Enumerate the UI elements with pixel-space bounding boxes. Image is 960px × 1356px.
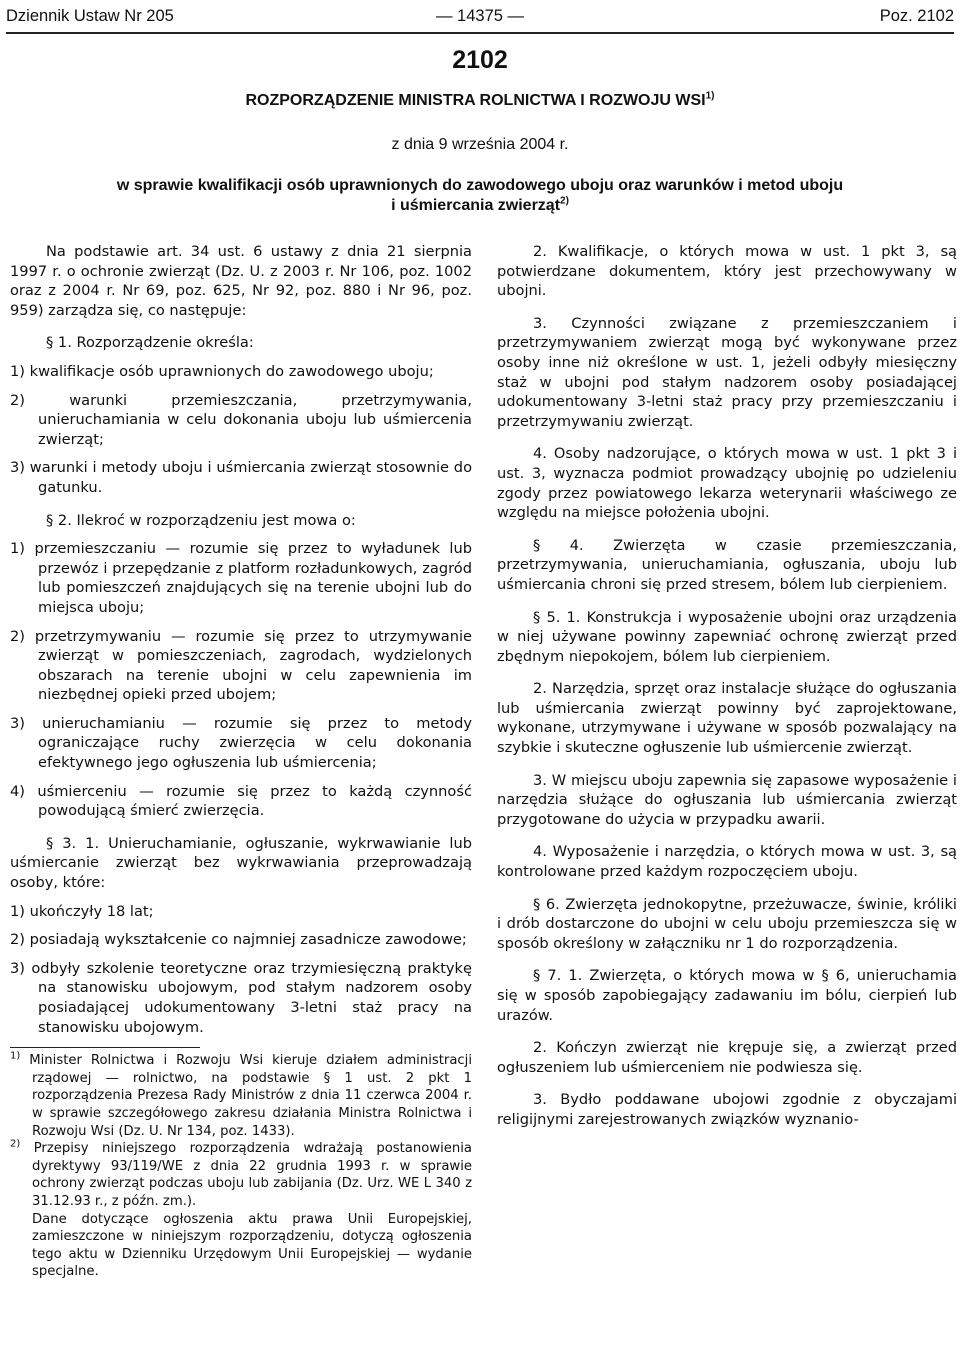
paragraph: 3. Czynności związane z przemieszczaniem i przetrzymywaniem zwierząt mogą być wykonywane przez osoby inne niż określone w ust. 1, jeżeli odbyły miesięczny staż w ubojni pod stałym nadzorem osoby posiadającej udokumentowany 3-letni staż pracy przy przemieszczaniu i przetrzymywaniu zwierząt. [497,314,957,430]
section-3: § 3. 1. Unieruchamianie, ogłuszanie, wykrwawianie lub uśmiercanie zwierząt bez wykrwawiania przeprowadzają osoby, które: [10,834,472,892]
paragraph: 2. Narzędzia, sprzęt oraz instalacje służące do ogłuszania lub uśmiercania zwierząt powinny być zaprojektowane, wykonane, utrzymywane i używane w sposób pozwalający na szybkie i skuteczne ogłuszenie lub uśmiercenie zwierząt. [497,680,957,757]
section-5: § 5. 1. Konstrukcja i wyposażenie ubojni oraz urządzenia w niej używane powinny zapewniać ochronę zwierząt przed zbędnym niepokojem, bólem lub cierpieniem. [497,608,957,665]
section-4: § 4. Zwierzęta w czasie przemieszczania, przetrzymywania, unieruchamiania, ogłuszania, uboju lub uśmiercania chroni się przed stresem, bólem lub cierpieniem. [497,536,957,593]
footnote-2-continuation: Dane dotyczące ogłoszenia aktu prawa Unii Europejskiej, zamieszczone w niniejszym rozporządzeniu, dotyczą ogłoszenia tego aktu w Dzienniku Urzędowym Unii Europejskiej — wydanie specjalne. [32,1211,472,1280]
preamble: Na podstawie art. 34 ust. 6 ustawy z dnia 21 sierpnia 1997 r. o ochronie zwierząt (Dz. U. z 2003 r. Nr 106, poz. 1002 oraz z 2004 r. Nr 69, poz. 625, Nr 92, poz. 880 i Nr 96, poz. 959) zarządza się, co następuje: [10,243,472,319]
footnote-1-text: Minister Rolnictwa i Rozwoju Wsi kieruje działem administracji rządowej — rolnictwo, na podstawie § 1 ust. 2 pkt 1 rozporządzenia Prezesa Rady Ministrów z dnia 11 czerwca 2004 r. w sprawie szczegółowego zakresu działania Ministra Rolnictwa i Rozwoju Wsi (Dz. U. Nr 134, poz. 1433). [29,1053,472,1139]
right-column [497,242,957,1139]
section-7: § 7. 1. Zwierzęta, o których mowa w § 6, unieruchamia się w sposób zapobiegający zadawaniu im bólu, cierpień lub urazów. [497,967,957,1024]
footnote-2-mark: 2) [10,1138,21,1150]
act-subject-line-1: w sprawie kwalifikacji osób uprawnionych do zawodowego uboju oraz warunków i metod uboju [116,177,844,194]
left-column [10,242,472,1281]
section-1-item: 1) kwalifikacje osób uprawnionych do zawodowego uboju; [10,362,434,380]
section-1-item: 2) warunki przemieszczania, przetrzymywania, unieruchamiania w celu dokonania uboju lub uśmiercenia zwierząt; [10,391,472,448]
footnote-ref-1: 1) [705,90,715,102]
paragraph: 3. W miejscu uboju zapewnia się zapasowe wyposażenie i narzędzia służące do ogłuszania lub uśmiercania zwierząt przygotowane do użycia w przypadku awarii. [497,771,957,828]
act-number: 2102 [452,46,508,74]
act-title [0,91,960,110]
act-subject-text: i uśmiercania zwierząt [391,197,561,214]
footnote-2-text: Przepisy niniejszego rozporządzenia wdrażają postanowienia dyrektywy 93/119/WE z dnia 22 grudnia 1993 r. w sprawie ochrony zwierząt podczas uboju lub zabijania (Dz. Urz. WE L 340 z 31.12.93 r., z późn. zm.). [32,1141,472,1209]
section-1-item: 3) warunki i metody uboju i uśmiercania zwierząt stosownie do gatunku. [10,459,472,496]
section-3-item: 3) odbyły szkolenie teoretyczne oraz trzymiesięczną praktykę na stanowisku ubojowym, pod stałym nadzorem osoby posiadającej udokumentowany 3-letni staż pracy na stanowisku ubojowym. [10,959,472,1036]
section-3-item: 1) ukończyły 18 lat; [10,902,154,920]
footnote-ref-2: 2) [560,195,569,207]
section-2: § 2. Ilekroć w rozporządzeniu jest mowa o: [46,511,356,529]
section-1: § 1. Rozporządzenie określa: [46,334,254,352]
section-3-item: 2) posiadają wykształcenie co najmniej zasadnicze zawodowe; [10,931,467,949]
paragraph: 2. Kwalifikacje, o których mowa w ust. 1 pkt 3, są potwierdzane dokumentem, który jest przechowywany w ubojni. [497,243,957,300]
paragraph: 2. Kończyn zwierząt nie krępuje się, a zwierząt przed ogłuszeniem lub uśmierceniem nie podwiesza się. [497,1039,957,1076]
act-date: z dnia 9 września 2004 r. [391,136,569,153]
page-number: — 14375 — [435,7,525,25]
position-number: Poz. 2102 [879,7,954,25]
footnote-divider [10,1047,200,1048]
section-2-item: 2) przetrzymywaniu — rozumie się przez to utrzymywanie zwierząt w pomieszczeniach, zagrodach, wydzielonych obszarach na terenie ubojni w celu zapewnienia im niezbędnej opieki przed ubojem; [10,627,472,704]
section-2-item: 4) uśmierceniu — rozumie się przez to każdą czynność powodującą śmierć zwierzęcia. [10,782,472,820]
footnote-2 [10,1140,472,1210]
section-6: § 6. Zwierzęta jednokopytne, przeżuwacze, świnie, króliki i drób dostarczone do ubojni w celu uboju przemieszcza się w sposób określony w załączniku nr 1 do rozporządzenia. [497,895,957,952]
section-2-item: 1) przemieszczaniu — rozumie się przez to wyładunek lub przewóz i przepędzanie z platform rozładunkowych, zagród lub pomieszczeń znajdujących się na terenie ubojni lub do miejsca uboju; [10,540,472,616]
footnote-1-mark: 1) [10,1050,21,1062]
paragraph: 4. Osoby nadzorujące, o których mowa w ust. 1 pkt 3 i ust. 3, wyznacza podmiot prowadzący ubojnię po udzieleniu zgody przez powiatowego lekarza weterynarii właściwego ze względu na miejsce położenia ubojni. [497,445,957,522]
running-header [6,0,954,34]
paragraph: 4. Wyposażenie i narzędzia, o których mowa w ust. 3, są kontrolowane przed każdym rozpoczęciem uboju. [497,843,957,881]
act-subject-line-2 [0,196,960,215]
journal-name: Dziennik Ustaw Nr 205 [6,7,174,25]
section-2-item: 3) unieruchamianiu — rozumie się przez to metody ograniczające ruchy zwierzęcia w celu dokonania efektywnego jego ogłuszenia lub uśmiercenia; [10,714,472,772]
act-title-text: ROZPORZĄDZENIE MINISTRA ROLNICTWA I ROZWOJU WSI [245,92,706,109]
footnote-1 [10,1052,472,1140]
paragraph: 3. Bydło poddawane ubojowi zgodnie z obyczajami religijnymi zarejestrowanych związków wyznanio- [497,1091,957,1128]
